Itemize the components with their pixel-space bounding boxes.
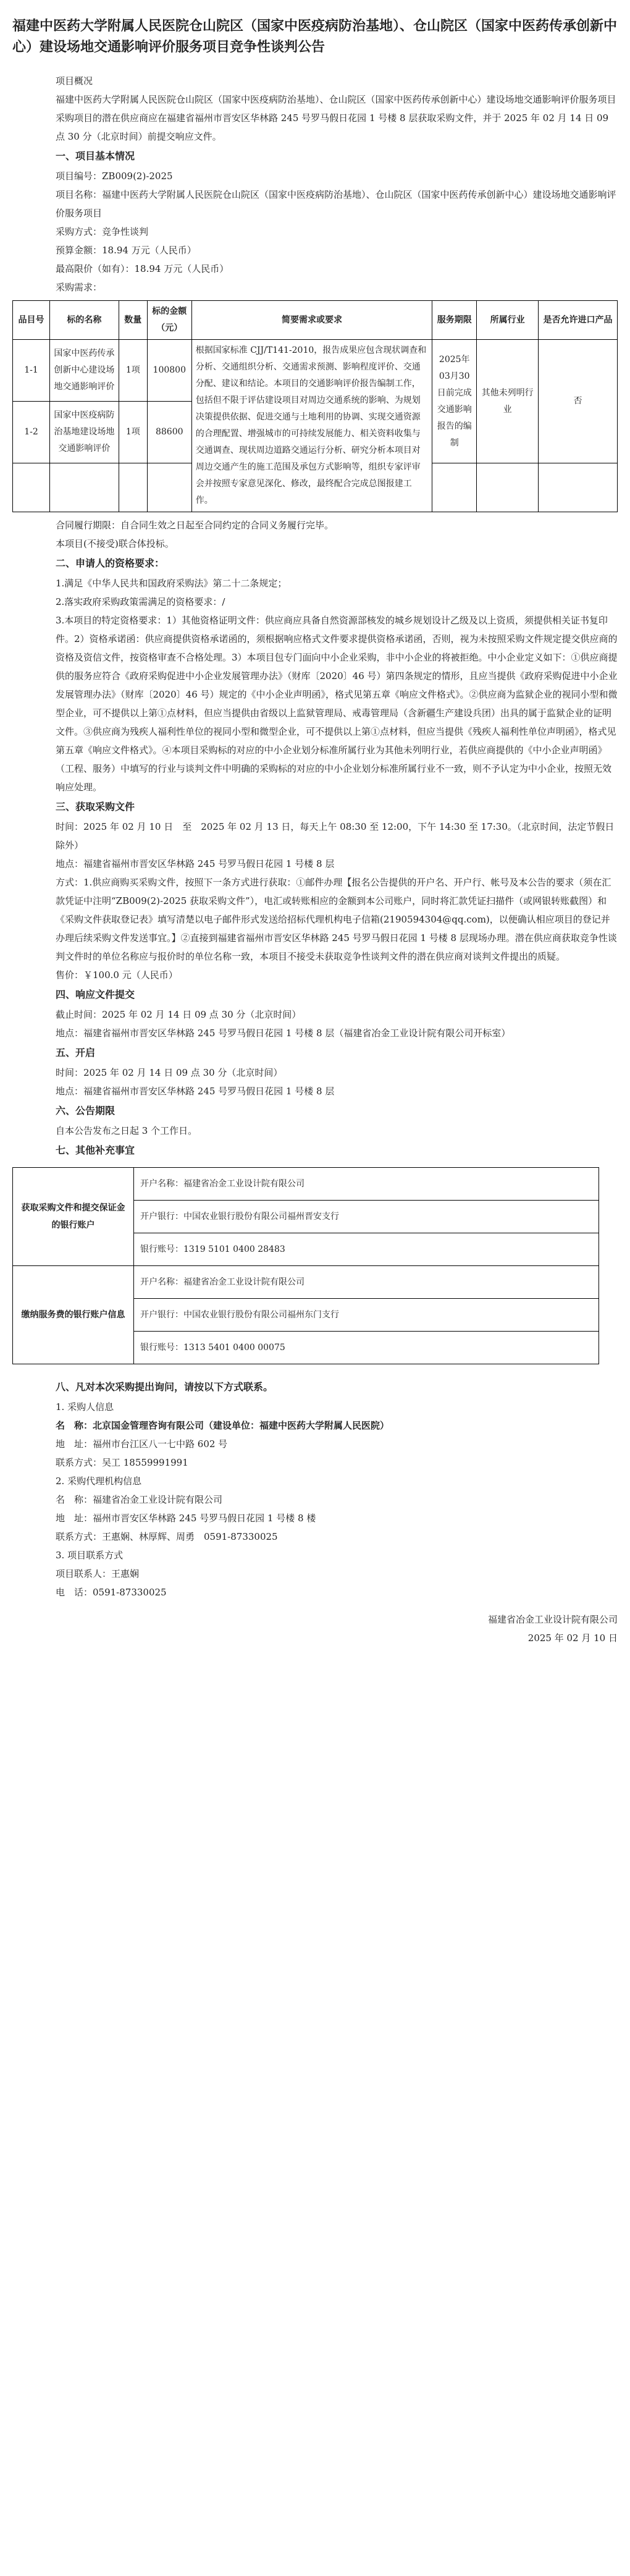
item-number: 1-2 <box>13 402 50 463</box>
obtain-time: 时间：2025 年 02 月 10 日 至 2025 年 02 月 13 日，每天上午 08:30 至 12:00，下午 14:30 至 17:30。（北京时间，法定节假日除外） <box>56 821 615 851</box>
table-row <box>13 1266 599 1299</box>
table-row <box>13 1168 599 1201</box>
bank-accounts-table <box>12 1167 599 1364</box>
obtain-place: 地点：福建省福州市晋安区华林路 245 号罗马假日花园 1 号楼 8 层 <box>56 858 335 870</box>
project-contact-person: 项目联系人：王惠娴 <box>56 1568 140 1580</box>
purchaser-title: 1. 采购人信息 <box>56 1401 114 1413</box>
project-contact-title: 3. 项目联系方式 <box>56 1550 124 1561</box>
requirements-table <box>12 300 618 512</box>
procurement-method: 采购方式：竞争性谈判 <box>56 226 149 238</box>
qualification-item: 2.落实政府采购政策需满足的资格要求：/ <box>56 596 225 608</box>
contract-period: 合同履行期限：自合同生效之日起至合同约定的合同义务履行完毕。 <box>56 520 334 531</box>
table-row <box>13 340 618 402</box>
purchaser-address: 地 址：福州市台江区八一七中路 602 号 <box>56 1438 228 1450</box>
account-number: 银行账号：1313 5401 0400 00075 <box>134 1332 599 1364</box>
project-contact-phone: 电 话：0591-87330025 <box>56 1587 167 1598</box>
item-quantity: 1项 <box>119 402 147 463</box>
agency-title: 2. 采购代理机构信息 <box>56 1476 142 1487</box>
bank-block-label: 获取采购文件和提交保证金的银行账户 <box>13 1168 134 1266</box>
col-header: 标的金额（元） <box>147 301 191 340</box>
issuer-org: 福建省冶金工业设计院有限公司 <box>487 1614 618 1626</box>
col-header: 所属行业 <box>477 301 539 340</box>
section-5-heading: 五、开启 <box>56 1047 96 1059</box>
col-header: 简要需求或要求 <box>191 301 432 340</box>
table-header-row <box>13 301 618 340</box>
document-price: 售价：￥100.0 元（人民币） <box>56 969 178 981</box>
opening-place: 地点：福建省福州市晋安区华林路 245 号罗马假日花园 1 号楼 8 层 <box>56 1086 335 1097</box>
item-name: 国家中医药传承创新中心建设场地交通影响评价 <box>49 340 119 402</box>
account-name: 开户名称：福建省冶金工业设计院有限公司 <box>134 1266 599 1299</box>
import-allowed: 否 <box>539 340 618 463</box>
section-7-heading: 七、其他补充事宜 <box>56 1144 135 1157</box>
section-6-heading: 六、公告期限 <box>56 1105 116 1117</box>
col-header: 是否允许进口产品 <box>539 301 618 340</box>
account-bank: 开户银行：中国农业银行股份有限公司福州东门支行 <box>134 1299 599 1332</box>
needs-label: 采购需求： <box>56 282 103 293</box>
agency-contact: 联系方式：王惠娴、林厚辉、周勇 0591-87330025 <box>56 1531 278 1543</box>
section-8-heading: 八、凡对本次采购提出询问，请按以下方式联系。 <box>56 1381 274 1393</box>
purchaser-contact: 联系方式：吴工 18559991991 <box>56 1457 188 1469</box>
submit-place: 地点：福建省福州市晋安区华林路 245 号罗马假日花园 1 号楼 8 层（福建省冶金工业设计院有限公司开标室） <box>56 1028 511 1039</box>
item-requirement: 根据国家标准 CJJ/T141-2010，报告成果应包含现状调查和分析、交通组织分析、交通需求预测、影响程度评价、交通分配、建议和结论。本项目的交通影响评价报告编制工作，包括但不限于评估建设项目对周边交通系统的影响、为规划决策提供依据、促进交通与土地利用的协调、实现交通资源的合理配置、增强城市的可持续发展能力、相关资料收集与交通调查、现状周边道路交通运行分析、研究分析本项目对周边交通产生的施工范围及承包方式影响等，组织专家评审会并按照专家意见深化、修改，最终配合完成总图报建工作。 <box>191 340 432 512</box>
notice-period: 自本公告发布之日起 3 个工作日。 <box>56 1125 198 1137</box>
industry: 其他未列明行业 <box>477 340 539 463</box>
agency-name: 名 称：福建省冶金工业设计院有限公司 <box>56 1494 223 1506</box>
overview-heading: 项目概况 <box>56 75 93 87</box>
item-amount: 100800 <box>147 340 191 402</box>
submit-deadline: 截止时间：2025 年 02 月 14 日 09 点 30 分（北京时间） <box>56 1009 301 1021</box>
overview-text: 福建中医药大学附属人民医院仓山院区（国家中医疫病防治基地）、仓山院区（国家中医药传承创新中心）建设场地交通影响评价服务项目 采购项目的潜在供应商应在福建省福州市晋安区华林路 245 号罗马假日花园 1 号楼 8 层获取采购文件，并于 2025 年 02 月 14 日 09 点 30 分（北京时间）前提交响应文件。 <box>56 94 626 143</box>
max-price: 最高限价（如有）：18.94 万元（人民币） <box>56 263 229 275</box>
consortium-note: 本项目(不接受)联合体投标。 <box>56 538 174 550</box>
col-header: 标的名称 <box>49 301 119 340</box>
signature-block <box>12 1610 618 1647</box>
project-number: 项目编号：ZB009(2)-2025 <box>56 171 173 182</box>
qualification-item: 1.满足《中华人民共和国政府采购法》第二十二条规定； <box>56 578 287 589</box>
item-amount: 88600 <box>147 402 191 463</box>
item-name: 国家中医疫病防治基地建设场地交通影响评价 <box>49 402 119 463</box>
opening-time: 时间：2025 年 02 月 14 日 09 点 30 分（北京时间） <box>56 1067 283 1079</box>
service-period: 2025年03月30日前完成交通影响报告的编制 <box>432 340 477 463</box>
issue-date: 2025 年 02 月 10 日 <box>527 1632 618 1644</box>
account-name: 开户名称：福建省冶金工业设计院有限公司 <box>134 1168 599 1201</box>
section-1-heading: 一、项目基本情况 <box>56 150 135 163</box>
section-2-heading: 二、申请人的资格要求： <box>56 557 165 570</box>
account-bank: 开户银行：中国农业银行股份有限公司福州晋安支行 <box>134 1201 599 1233</box>
qualification-item: 3.本项目的特定资格要求：1）其他资格证明文件：供应商应具备自然资源部核发的城乡规划设计乙级及以上资质，须提供相关证书复印件。2）资格承诺函：供应商提供资格承诺函的，须根据响应格式文件要求提供资格承诺函，否则，视为未按照采购文件规定提交供应商的资格及资信文件，按资格审查不合格处理。3）本项目包专门面向中小企业采购，非中小企业的将被拒绝。中小企业定义如下：①供应商提供的服务应符合《政府采购促进中小企业发展管理办法》（财库〔2020〕46 号）第四条规定的情形，且应当提供《政府采购促进中小企业发展管理办法》（财库〔2020〕46 号）规定的《中小企业声明函》，格式见第五章《响应文件格式》。②供应商为监狱企业的视同小型和微型企业，可不提供以上第①点材料，但应当提供由省级以上监狱管理局、戒毒管理局（含新疆生产建设兵团）出具的属于监狱企业的证明文件。③供应商为残疾人福利性单位的视同小型和微型企业，可不提供以上第①点材料，但应当提供《残疾人福利性单位声明函》，格式见第五章《响应文件格式》。④本项目采购标的对应的中小企业划分标准所属行业为其他未列明行业，若供应商提供的《中小企业声明函》（工程、服务）中填写的行业与谈判文件中明确的采购标的对应的中小企业划分标准所属行业不一致，则不予认定为中小企业，按照无效响应处理。 <box>56 615 618 793</box>
bank-block-label: 缴纳服务费的银行账户信息 <box>13 1266 134 1364</box>
budget-amount: 预算金额：18.94 万元（人民币） <box>56 245 196 256</box>
section-4-heading: 四、响应文件提交 <box>56 989 135 1001</box>
purchaser-name: 名 称：北京国金管理咨询有限公司（建设单位：福建中医药大学附属人民医院） <box>56 1420 390 1432</box>
section-3-heading: 三、获取采购文件 <box>56 801 135 813</box>
project-name: 项目名称：福建中医药大学附属人民医院仓山院区（国家中医疫病防治基地）、仓山院区（国家中医药传承创新中心）建设场地交通影响评价服务项目 <box>56 189 616 219</box>
item-quantity: 1项 <box>119 340 147 402</box>
col-header: 品目号 <box>13 301 50 340</box>
page-title: 福建中医药大学附属人民医院仓山院区（国家中医疫病防治基地）、仓山院区（国家中医药传承创新中心）建设场地交通影响评价服务项目竞争性谈判公告 <box>12 19 618 56</box>
col-header: 服务期限 <box>432 301 477 340</box>
item-number: 1-1 <box>13 340 50 402</box>
col-header: 数量 <box>119 301 147 340</box>
obtain-method: 方式：1.供应商购买采购文件，按照下一条方式进行获取：①邮件办理【报名公告提供的开户名、开户行、帐号及本公告的要求（须在汇款凭证中注明“ZB009(2)-2025 获取采购文件”），电汇或转账相应的金额到本公司账户，同时将汇款凭证扫描件（或网银转账截图）和《采购文件获取登记表》填写清楚以电子邮件形式发送给招标代理机构电子信箱(2190594304@qq.com)，以便确认相应项目的登记并办理后续采购文件发送事宜。】②直接到福建省福州市晋安区华林路 245 号罗马假日花园 1 号楼 8 层现场办理。潜在供应商获取竞争性谈判文件时的单位名称应与报价时的单位名称一致，本项目不接受未获取竞争性谈判文件的潜在供应商对谈判文件提出的质疑。 <box>56 877 617 963</box>
agency-address: 地 址：福州市晋安区华林路 245 号罗马假日花园 1 号楼 8 楼 <box>56 1513 316 1524</box>
account-number: 银行账号：1319 5101 0400 28483 <box>134 1233 599 1266</box>
